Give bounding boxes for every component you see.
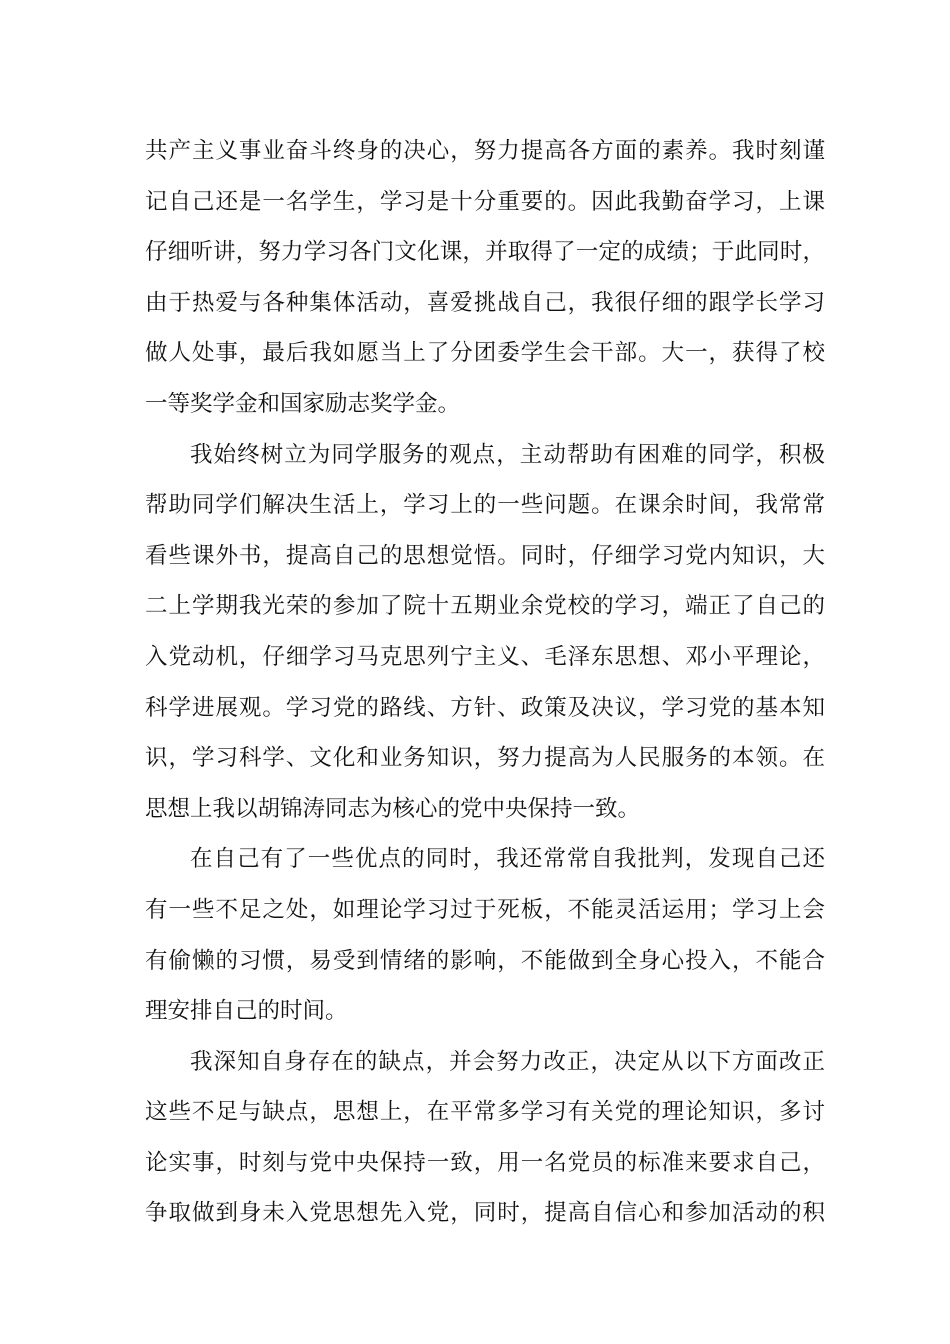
text-line: 仔细听讲，努力学习各门文化课，并取得了一定的成绩；于此同时， (145, 239, 825, 266)
text-line: 思想上我以胡锦涛同志为核心的党中央保持一致。 (145, 795, 641, 822)
text-line: 记自己还是一名学生，学习是十分重要的。因此我勤奋学习，上课 (145, 188, 825, 215)
paragraph-first-line: 在自己有了一些优点的同时，我还常常自我批判，发现自己还 (190, 846, 825, 873)
text-line: 做人处事，最后我如愿当上了分团委学生会干部。大一，获得了校 (145, 340, 825, 367)
text-line: 二上学期我光荣的参加了院十五期业余党校的学习，端正了自己的 (145, 593, 825, 620)
text-line: 入党动机，仔细学习马克思列宁主义、毛泽东思想、邓小平理论， (145, 643, 825, 670)
text-line: 一等奖学金和国家励志奖学金。 (145, 390, 461, 417)
text-line: 争取做到身未入党思想先入党，同时，提高自信心和参加活动的积 (145, 1200, 825, 1227)
paragraph-first-line: 我深知自身存在的缺点，并会努力改正，决定从以下方面改正 (190, 1048, 825, 1075)
text-line: 科学进展观。学习党的路线、方针、政策及决议，学习党的基本知 (145, 694, 825, 721)
text-line: 这些不足与缺点，思想上，在平常多学习有关党的理论知识，多讨 (145, 1099, 825, 1126)
text-line: 共产主义事业奋斗终身的决心，努力提高各方面的素养。我时刻谨 (145, 138, 825, 164)
paragraph-first-line: 我始终树立为同学服务的观点，主动帮助有困难的同学，积极 (190, 441, 825, 468)
text-line: 帮助同学们解决生活上，学习上的一些问题。在课余时间，我常常 (145, 492, 825, 519)
text-line: 识，学习科学、文化和业务知识，努力提高为人民服务的本领。在 (145, 745, 825, 772)
text-line: 论实事，时刻与党中央保持一致，用一名党员的标准来要求自己， (145, 1149, 825, 1176)
text-line: 由于热爱与各种集体活动，喜爱挑战自己，我很仔细的跟学长学习 (145, 289, 825, 316)
text-line: 理安排自己的时间。 (145, 998, 348, 1025)
body-text (145, 126, 825, 1239)
text-line: 有偷懒的习惯，易受到情绪的影响，不能做到全身心投入，不能合 (145, 947, 825, 974)
text-line: 看些课外书，提高自己的思想觉悟。同时，仔细学习党内知识，大 (145, 542, 825, 569)
text-line: 有一些不足之处，如理论学习过于死板，不能灵活运用；学习上会 (145, 896, 825, 923)
